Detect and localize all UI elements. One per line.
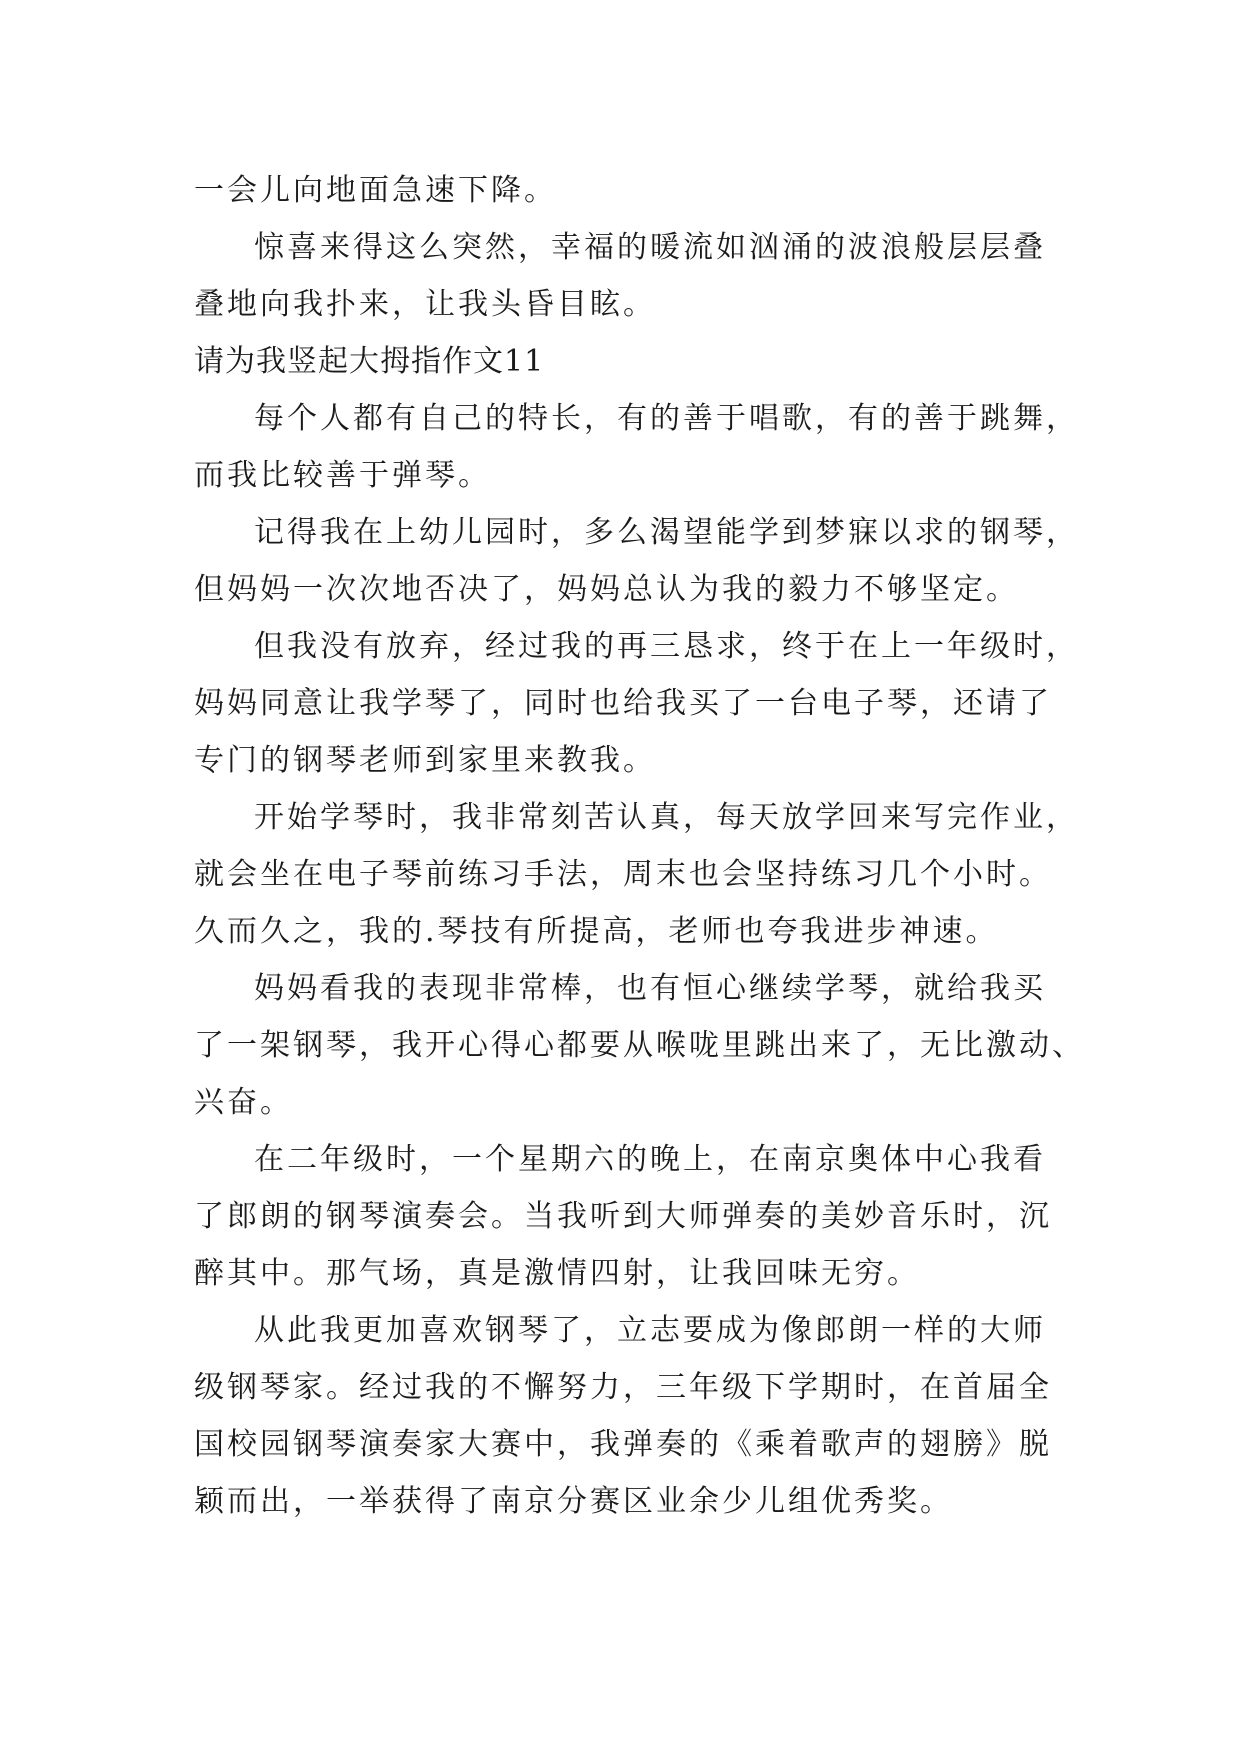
paragraph-line: 在二年级时，一个星期六的晚上，在南京奥体中心我看 <box>254 1142 1046 1177</box>
continuation-line: 一会儿向地面急速下降。 <box>194 173 557 208</box>
paragraph-line: 国校园钢琴演奏家大赛中，我弹奏的《乘着歌声的翅膀》脱 <box>194 1427 1052 1462</box>
paragraph-line: 妈妈同意让我学琴了，同时也给我买了一台电子琴，还请了 <box>194 686 1052 721</box>
paragraph-line: 就会坐在电子琴前练习手法，周末也会坚持练习几个小时。 <box>194 857 1052 892</box>
document-body <box>194 162 1085 1530</box>
paragraph-line: 兴奋。 <box>194 1085 293 1120</box>
paragraph-line: 从此我更加喜欢钢琴了，立志要成为像郎朗一样的大师 <box>254 1313 1046 1348</box>
essay-heading: 请为我竖起大拇指作文11 <box>194 344 545 379</box>
paragraph-line: 但我没有放弃，经过我的再三恳求，终于在上一年级时， <box>254 629 1079 664</box>
paragraph-line: 了郎朗的钢琴演奏会。当我听到大师弹奏的美妙音乐时，沉 <box>194 1199 1052 1234</box>
paragraph-line: 了一架钢琴，我开心得心都要从喉咙里跳出来了，无比激动、 <box>194 1028 1085 1063</box>
paragraph-line: 记得我在上幼儿园时，多么渴望能学到梦寐以求的钢琴， <box>254 515 1079 550</box>
paragraph-line: 久而久之，我的.琴技有所提高，老师也夸我进步神速。 <box>194 914 999 949</box>
paragraph-line: 开始学琴时，我非常刻苦认真，每天放学回来写完作业， <box>254 800 1079 835</box>
paragraph-line: 颖而出，一举获得了南京分赛区业余少儿组优秀奖。 <box>194 1484 953 1519</box>
paragraph-line: 级钢琴家。经过我的不懈努力，三年级下学期时，在首届全 <box>194 1370 1052 1405</box>
paragraph-line: 惊喜来得这么突然，幸福的暖流如汹涌的波浪般层层叠 <box>254 230 1046 265</box>
paragraph-line: 醉其中。那气场，真是激情四射，让我回味无穷。 <box>194 1256 920 1291</box>
paragraph-line: 而我比较善于弹琴。 <box>194 458 491 493</box>
paragraph-line: 叠地向我扑来，让我头昏目眩。 <box>194 287 656 322</box>
paragraph-line: 但妈妈一次次地否决了，妈妈总认为我的毅力不够坚定。 <box>194 572 1019 607</box>
paragraph-line: 专门的钢琴老师到家里来教我。 <box>194 743 656 778</box>
paragraph-line: 妈妈看我的表现非常棒，也有恒心继续学琴，就给我买 <box>254 971 1046 1006</box>
paragraph-line: 每个人都有自己的特长，有的善于唱歌，有的善于跳舞， <box>254 401 1079 436</box>
